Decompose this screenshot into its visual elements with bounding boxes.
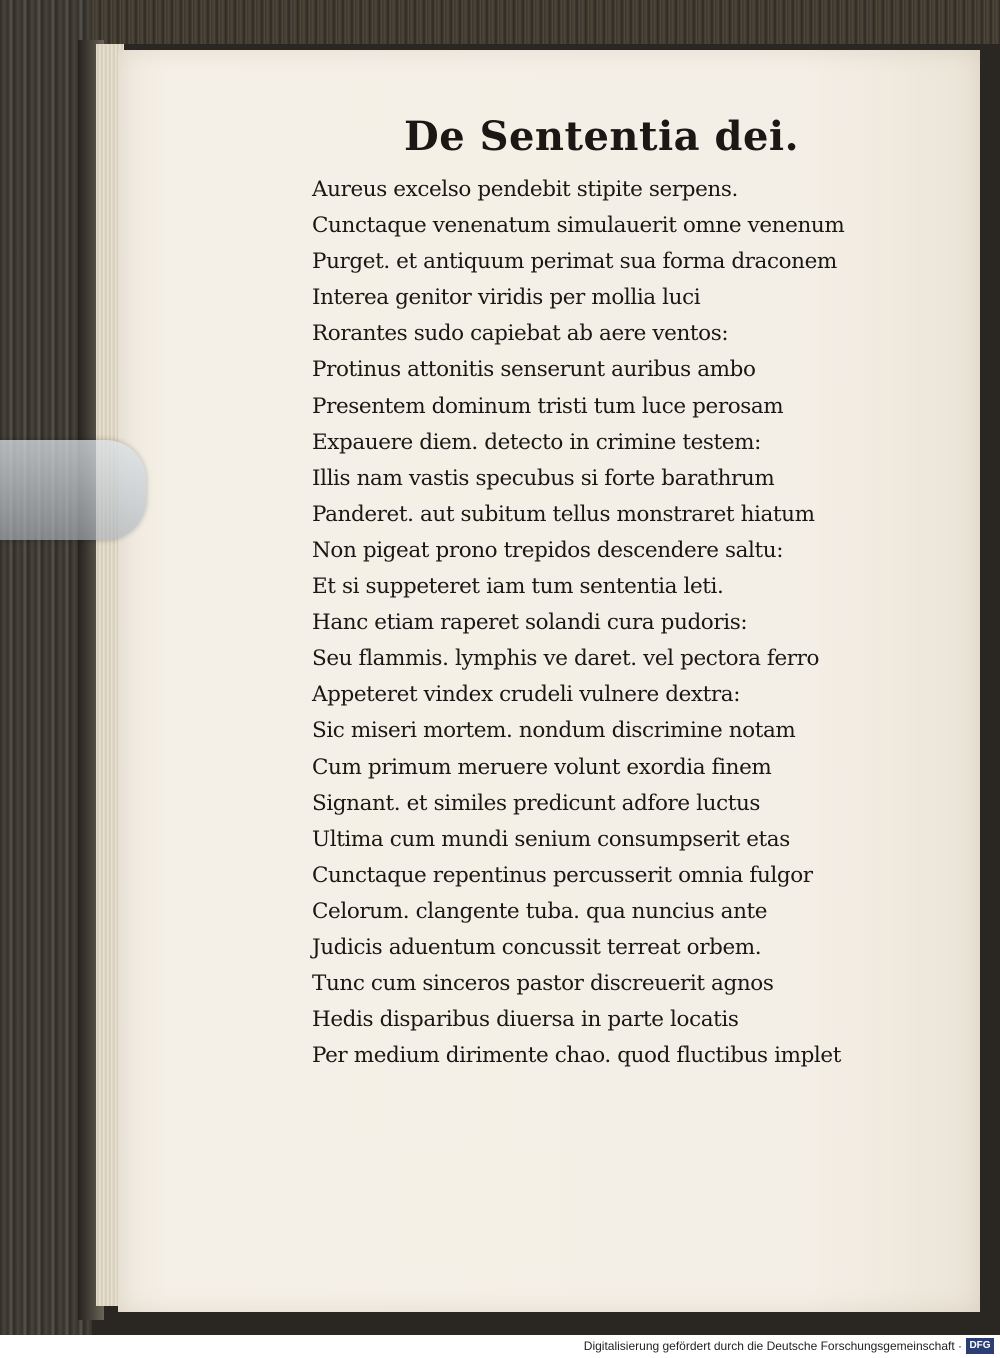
text-line: Cunctaque venenatum simulauerit omne venenum: [312, 213, 845, 239]
poem-lines: [312, 172, 872, 1074]
text-line: Panderet. aut subitum tellus monstraret hiatum: [312, 501, 815, 527]
text-line: Sic miseri mortem. nondum discrimine notam: [312, 718, 796, 744]
book-top-edge: [40, 0, 1000, 44]
text-line: Appeteret vindex crudeli vulnere dextra:: [312, 682, 741, 708]
text-line: Seu flammis. lymphis ve daret. vel pectora ferro: [312, 646, 820, 672]
text-line: Hanc etiam raperet solandi cura pudoris:: [312, 610, 748, 636]
text-line: Non pigeat prono trepidos descendere saltu:: [312, 537, 784, 563]
text-line: Purget. et antiquum perimat sua forma draconem: [312, 249, 837, 275]
text-line: Expauere diem. detecto in crimine testem:: [312, 429, 761, 455]
text-line: Hedis disparibus diuersa in parte locatis: [312, 1007, 739, 1033]
page-title: De Sententia dei.: [404, 113, 800, 160]
text-line: Signant. et similes predicunt adfore luctus: [312, 790, 761, 816]
text-block: [312, 110, 872, 1074]
text-line: Aureus excelso pendebit stipite serpens.: [312, 177, 738, 202]
text-line: Ultima cum mundi senium consumpserit etas: [312, 826, 790, 852]
text-line: Per medium dirimente chao. quod fluctibus implet: [312, 1043, 841, 1069]
text-line: Cum primum meruere volunt exordia finem: [312, 754, 772, 780]
text-line: Celorum. clangente tuba. qua nuncius ante: [312, 898, 768, 924]
text-line: Tunc cum sinceros pastor discreuerit agnos: [312, 971, 774, 997]
page-clip: [0, 440, 146, 540]
dfg-logo: DFG: [966, 1338, 994, 1354]
text-line: Presentem dominum tristi tum luce perosam: [312, 393, 784, 419]
text-line: Cunctaque repentinus percusserit omnia fulgor: [312, 862, 813, 888]
funding-credit: Digitalisierung gefördert durch die Deutsche Forschungsgemeinschaft ·: [583, 1339, 962, 1353]
text-line: Illis nam vastis specubus si forte barathrum: [312, 465, 775, 491]
text-line: Rorantes sudo capiebat ab aere ventos:: [312, 321, 729, 347]
footer-bar: [0, 1335, 1000, 1358]
text-line: Et si suppeteret iam tum sententia leti.: [312, 574, 724, 600]
text-line: Protinus attonitis senserunt auribus ambo: [312, 357, 756, 383]
text-line: Interea genitor viridis per mollia luci: [312, 285, 701, 311]
text-line: Judicis aduentum concussit terreat orbem.: [312, 934, 762, 960]
